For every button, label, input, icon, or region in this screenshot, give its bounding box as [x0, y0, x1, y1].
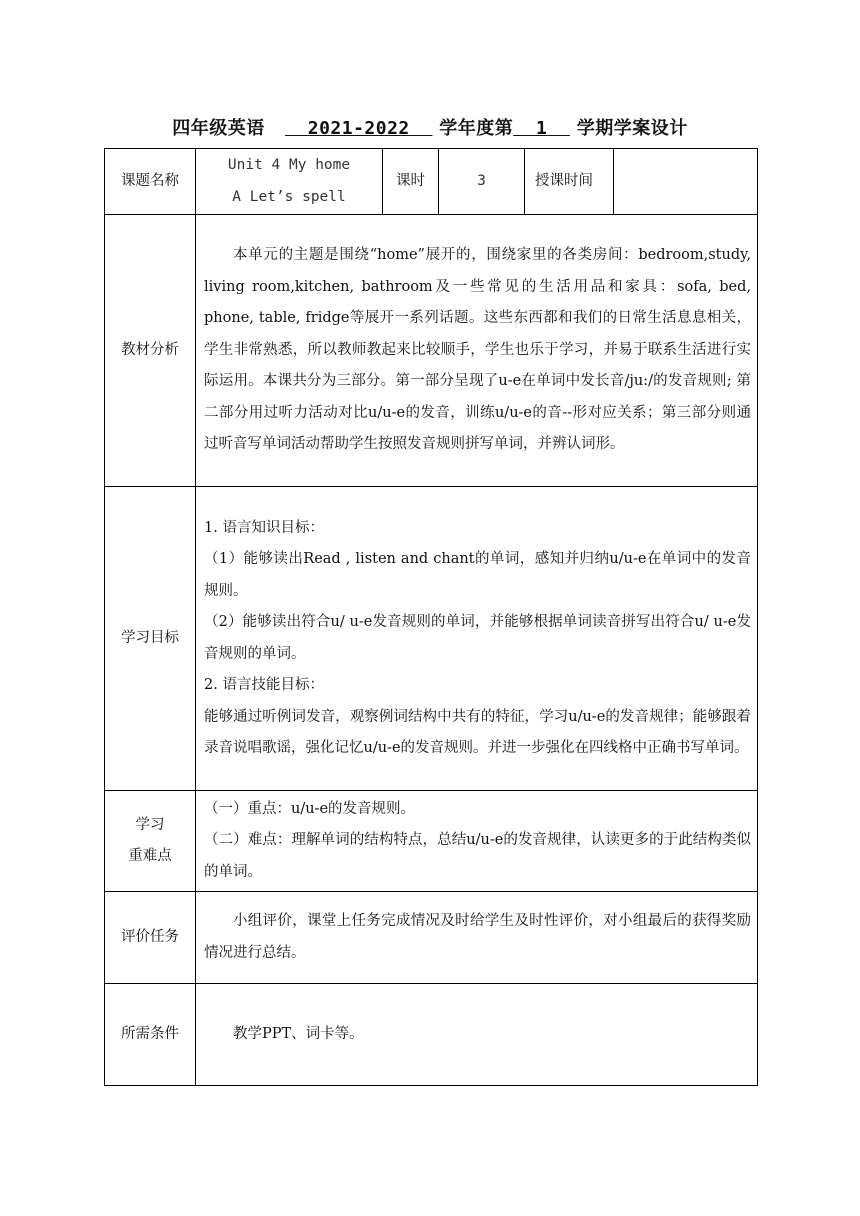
title-term: 1	[535, 118, 548, 139]
period-label: 课时	[383, 149, 439, 215]
document-title	[0, 114, 860, 140]
goals-line: （1）能够读出Read , listen and chant的单词，感知并归纳u/u-e在单词中的发音规则。	[204, 551, 751, 599]
topic-value	[196, 149, 383, 215]
analysis-text: 本单元的主题是围绕“home”展开的，围绕家里的各类房间：bedroom,study, living room,kitchen, bathroom及一些常见的生活用品和家具：sofa, bed, phone, table, fridge等展开一系列话题。这些东西都和我们的日常生活息息相关，学生非常熟悉，所以教师教起来比较顺手，学生也乐于学习，并易于联系生活进行实际运用。本课共分为三部分。第一部分呈现了u-e在单词中发长音/ju:/的发音规则; 第二部分用过听力活动对比u/u-e的发音，训练u/u-e的音--形对应关系；第三部分则通过听音写单词活动帮助学生按照发音规则拼写单词，并辨认词形。	[204, 247, 751, 453]
time-value	[614, 149, 758, 215]
goals-line: 2. 语言技能目标：	[204, 677, 324, 693]
conditions-label: 所需条件	[105, 984, 196, 1086]
analysis-row	[105, 215, 758, 487]
period-value: 3	[439, 149, 525, 215]
evaluation-label: 评价任务	[105, 892, 196, 984]
analysis-label: 教材分析	[105, 215, 196, 487]
title-prefix: 四年级英语	[172, 118, 265, 139]
lesson-plan-table	[104, 148, 758, 1086]
title-mid: 学年度第	[439, 118, 514, 139]
goals-line: 1. 语言知识目标：	[204, 519, 324, 536]
keypoints-line: （一）重点：u/u-e的发音规则。	[204, 800, 416, 817]
title-suffix: 学期学案设计	[576, 118, 688, 139]
title-year: 2021-2022	[307, 118, 410, 139]
keypoints-content	[196, 791, 758, 892]
conditions-row	[105, 984, 758, 1086]
topic-line-2: A Let’s spell	[232, 188, 346, 205]
analysis-content	[196, 215, 758, 487]
goals-line: （2）能够读出符合u/ u-e发音规则的单词，并能够根据单词读音拼写出符合u/ u-e发音规则的单词。	[204, 614, 751, 662]
goals-label: 学习目标	[105, 487, 196, 791]
keypoints-line: （二）难点：理解单词的结构特点，总结u/u-e的发音规律，认读更多的于此结构类似的单词。	[204, 832, 751, 880]
conditions-text: 教学PPT、词卡等。	[233, 1025, 364, 1042]
topic-label: 课题名称	[105, 149, 196, 215]
topic-line-1: Unit 4 My home	[227, 157, 351, 173]
evaluation-row	[105, 892, 758, 984]
goals-row	[105, 487, 758, 791]
time-label: 授课时间	[525, 149, 614, 215]
keypoints-label	[105, 791, 196, 892]
conditions-content	[196, 984, 758, 1086]
header-row	[105, 149, 758, 215]
keypoints-label-line-2: 重难点	[128, 848, 172, 864]
keypoints-row	[105, 791, 758, 892]
goals-line: 能够通过听例词发音，观察例词结构中共有的特征，学习u/u-e的发音规律；能够跟着录音说唱歌谣，强化记忆u/u-e的发音规则。并进一步强化在四线格中正确书写单词。	[204, 708, 751, 756]
evaluation-text: 小组评价，课堂上任务完成情况及时给学生及时性评价，对小组最后的获得奖励情况进行总结。	[204, 913, 751, 961]
keypoints-label-line-1: 学习	[135, 816, 165, 833]
goals-content	[196, 487, 758, 791]
evaluation-content	[196, 892, 758, 984]
